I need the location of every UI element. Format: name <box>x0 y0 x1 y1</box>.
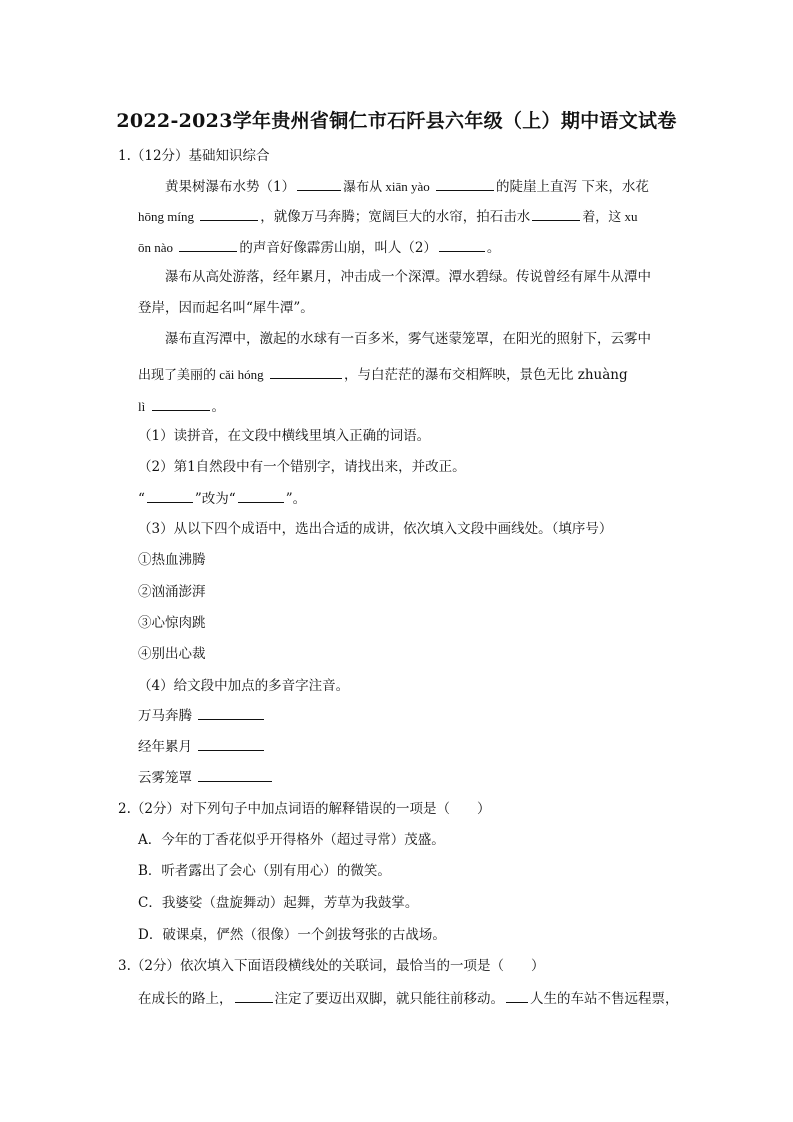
q1-header: 1.（12分）基础知识综合 <box>118 148 270 164</box>
answer-blank[interactable] <box>532 206 580 221</box>
q1-sub4: （4）给文段中加点的多音字注音。 <box>138 678 350 694</box>
page-title: 2022-2023学年贵州省铜仁市石阡县六年级（上）期中语文试卷 <box>116 110 677 132</box>
q1-p3-line3: lì 。 <box>138 396 225 417</box>
q3-passage-line: 在成长的路上， 注定了要迈出双脚，就只能往前移动。 人生的车站不售远程票， <box>138 988 679 1009</box>
answer-blank[interactable] <box>436 176 494 191</box>
answer-blank[interactable] <box>147 488 193 503</box>
q2-header: 2.（2分）对下列句子中加点词语的解释错误的一项是（ ） <box>118 801 491 817</box>
answer-blank[interactable] <box>179 237 237 252</box>
q1-p1-line3: ōn nào 的声音好像霹雳山崩，叫人（2） 。 <box>138 237 500 258</box>
q1-p1-line1: 黄果树瀑布水势（1） 瀑布从 xiān yào 的陡崖上直泻 下来，水花 <box>165 176 649 197</box>
word-item: 云雾笼罩 <box>138 767 274 788</box>
q2-option-d: D．破课桌，俨然（很像）一个剑拔弩张的古战场。 <box>138 927 446 943</box>
q2-option-a: A．今年的丁香花似乎开得格外（超过寻常）茂盛。 <box>138 832 445 848</box>
word-item: 万马奔腾 <box>138 705 266 726</box>
q1-sub1: （1）读拼音，在文段中横线里填入正确的词语。 <box>138 428 431 444</box>
option-item: ④别出心裁 <box>138 646 206 662</box>
q1-p3-line2: 出现了美丽的 cǎi hóng ，与白茫茫的瀑布交相辉映，景色无比 zhuàng <box>138 364 628 385</box>
q1-p3-line1: 瀑布直泻潭中，激起的水球有一百多米，雾气迷蒙笼罩，在阳光的照射下，云雾中 <box>165 331 651 347</box>
answer-blank[interactable] <box>506 988 528 1003</box>
answer-blank[interactable] <box>238 488 284 503</box>
option-item: ①热血沸腾 <box>138 552 206 568</box>
q1-p2-line2: 登岸，因而起名叫“犀牛潭”。 <box>138 300 314 316</box>
q2-option-b: B．听者露出了会心（别有用心）的微笑。 <box>138 863 391 879</box>
word-item: 经年累月 <box>138 736 266 757</box>
answer-blank[interactable] <box>198 767 272 782</box>
answer-blank[interactable] <box>198 705 264 720</box>
q1-sub3: （3）从以下四个成语中，选出合适的成讲，依次填入文段中画线处。（填序号） <box>138 521 613 537</box>
q1-p1-line2: hōng míng ，就像万马奔腾；宽阔巨大的水帘，拍石击水 着，这 xu <box>138 206 638 227</box>
answer-blank[interactable] <box>439 237 485 252</box>
answer-blank[interactable] <box>235 988 273 1003</box>
q1-p2-line1: 瀑布从高处游落，经年累月，冲击成一个深潭。潭水碧绿。传说曾经有犀牛从潭中 <box>165 269 651 285</box>
answer-blank[interactable] <box>270 364 342 379</box>
answer-blank[interactable] <box>297 176 341 191</box>
q1-sub2: （2）第1自然段中有一个错别字，请找出来，并改正。 <box>138 459 466 475</box>
option-item: ③心惊肉跳 <box>138 615 206 631</box>
answer-blank[interactable] <box>200 206 258 221</box>
q1-sub2-fill: “ ”改为“ ”。 <box>138 488 306 509</box>
q3-header: 3.（2分）依次填入下面语段横线处的关联词，最恰当的一项是（ ） <box>118 958 545 974</box>
q2-option-c: C．我婆娑（盘旋舞动）起舞，芳草为我鼓掌。 <box>138 895 419 911</box>
answer-blank[interactable] <box>198 736 264 751</box>
answer-blank[interactable] <box>152 396 210 411</box>
option-item: ②汹涌澎湃 <box>138 584 206 600</box>
